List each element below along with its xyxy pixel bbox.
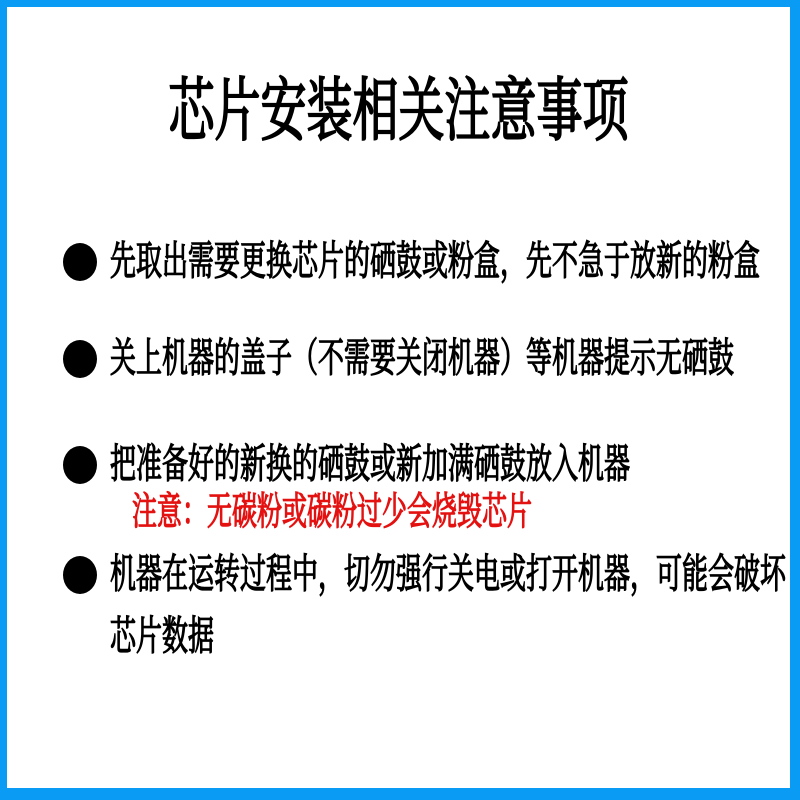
bullet-item-1 bbox=[63, 238, 761, 286]
poster-title bbox=[7, 69, 790, 151]
bullet-2-text: 关上机器的盖子（不需要关闭机器）等机器提示无硒鼓 bbox=[110, 335, 735, 383]
bullet-1-text: 先取出需要更换芯片的硒鼓或粉盒，先不急于放新的粉盒 bbox=[110, 238, 761, 286]
warning-note bbox=[132, 488, 533, 534]
bullet-4-text-line1: 机器在运转过程中，切勿强行关电或打开机器，可能会破坏 bbox=[110, 551, 787, 599]
poster-title-text: 芯片安装相关注意事项 bbox=[168, 69, 629, 151]
bullet-item-2 bbox=[63, 335, 735, 383]
bullet-dot-icon bbox=[63, 446, 97, 484]
bullet-3-text: 把准备好的新换的硒鼓或新加满硒鼓放入机器 bbox=[110, 441, 631, 489]
bullet-4-continuation bbox=[110, 613, 215, 661]
bullet-4-text-line2: 芯片数据 bbox=[110, 613, 215, 661]
bullet-dot-icon bbox=[63, 243, 97, 281]
bullet-dot-icon bbox=[63, 556, 97, 594]
bullet-item-3 bbox=[63, 441, 631, 489]
bullet-item-4 bbox=[63, 551, 787, 599]
bullet-dot-icon bbox=[63, 340, 97, 378]
warning-note-text: 注意：无碳粉或碳粉过少会烧毁芯片 bbox=[132, 488, 533, 534]
